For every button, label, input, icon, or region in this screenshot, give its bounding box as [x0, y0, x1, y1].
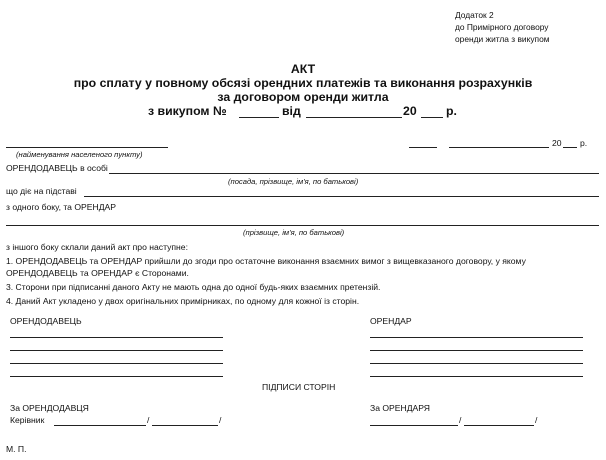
- tenant-details-line-2[interactable]: [370, 350, 583, 351]
- doc-subtitle-3-prefix: з викупом №: [148, 104, 227, 118]
- contract-number-blank[interactable]: [239, 117, 279, 118]
- year-blank[interactable]: [563, 147, 577, 148]
- place-hint: (найменування населеного пункту): [16, 150, 143, 159]
- tenant-intro: з одного боку, та ОРЕНДАР: [6, 202, 116, 212]
- tenant-name-blank[interactable]: [6, 225, 599, 226]
- year-prefix: 20: [552, 138, 562, 148]
- signature-left-role: Керівник: [10, 415, 45, 425]
- signature-left-for: За ОРЕНДОДАВЦЯ: [10, 403, 89, 413]
- clause-1-line-1: 1. ОРЕНДОДАВЕЦЬ та ОРЕНДАР прийшли до згоди про остаточне виконання взаємних вимог з вищевказаного договору, у якому: [6, 256, 526, 266]
- doc-subtitle-1: про сплату у повному обсязі орендних платежів та виконання розрахунків: [73, 76, 533, 90]
- day-blank[interactable]: [409, 147, 437, 148]
- tenant-hint: (прізвище, ім'я, по батькові): [243, 228, 345, 237]
- landlord-details-line-3[interactable]: [10, 363, 223, 364]
- landlord-details-line-4[interactable]: [10, 376, 223, 377]
- party-right-label: ОРЕНДАР: [370, 316, 412, 326]
- basis-label: що діє на підставі: [6, 186, 77, 196]
- doc-subtitle-3-year: 20: [403, 104, 417, 118]
- appendix-line-2: до Примірного договору: [455, 22, 549, 32]
- signature-right-for: За ОРЕНДАРЯ: [370, 403, 431, 413]
- tenant-details-line-3[interactable]: [370, 363, 583, 364]
- landlord-person-blank[interactable]: [109, 173, 599, 174]
- body-intro: з іншого боку склали даний акт про наступне:: [6, 242, 188, 252]
- landlord-hint: (посада, прізвище, ім'я, по батькові): [228, 177, 359, 186]
- doc-title: АКТ: [290, 62, 316, 76]
- place-blank[interactable]: [6, 147, 168, 148]
- contract-year-blank[interactable]: [421, 117, 443, 118]
- clause-1-line-2: ОРЕНДОДАВЕЦЬ та ОРЕНДАР є Сторонами.: [6, 268, 189, 278]
- landlord-details-line-2[interactable]: [10, 350, 223, 351]
- clause-3: 3. Сторони при підписанні даного Акту не мають одна до одної будь-яких взаємних претензій.: [6, 282, 381, 292]
- signatures-heading: ПІДПИСИ СТОРІН: [262, 382, 336, 392]
- year-suffix: р.: [580, 138, 588, 148]
- appendix-line-3: оренди житла з викупом: [455, 34, 550, 44]
- landlord-details-line-1[interactable]: [10, 337, 223, 338]
- basis-blank[interactable]: [84, 196, 599, 197]
- signature-left-slash-2: /: [219, 415, 222, 425]
- doc-subtitle-2: за договором оренди житла: [217, 90, 389, 104]
- signature-left-slash-1: /: [147, 415, 150, 425]
- landlord-signature-blank[interactable]: [54, 425, 146, 426]
- tenant-signature-blank[interactable]: [370, 425, 458, 426]
- month-blank[interactable]: [449, 147, 549, 148]
- stamp-placeholder: М. П.: [6, 444, 27, 454]
- signature-right-slash-2: /: [535, 415, 538, 425]
- doc-subtitle-3-end: р.: [446, 104, 457, 118]
- appendix-line-1: Додаток 2: [455, 10, 494, 20]
- landlord-intro: ОРЕНДОДАВЕЦЬ в особі: [6, 163, 108, 173]
- contract-date-blank[interactable]: [306, 117, 402, 118]
- tenant-details-line-4[interactable]: [370, 376, 583, 377]
- tenant-name-blank-sign[interactable]: [464, 425, 534, 426]
- party-left-label: ОРЕНДОДАВЕЦЬ: [10, 316, 82, 326]
- clause-4: 4. Даний Акт укладено у двох оригінальних примірниках, по одному для кожної із сторін.: [6, 296, 360, 306]
- doc-subtitle-3-from: від: [282, 104, 301, 118]
- landlord-name-blank[interactable]: [152, 425, 218, 426]
- tenant-details-line-1[interactable]: [370, 337, 583, 338]
- signature-right-slash-1: /: [459, 415, 462, 425]
